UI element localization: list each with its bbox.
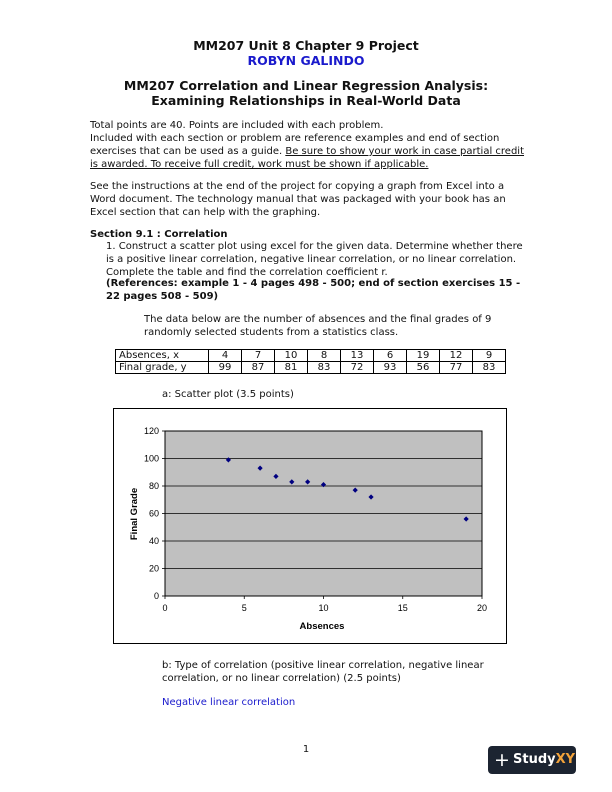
data-table bbox=[115, 349, 506, 374]
scatter-chart bbox=[113, 408, 507, 644]
table-cell: 19 bbox=[407, 350, 440, 362]
table-cell: 13 bbox=[341, 350, 374, 362]
excel-instructions: See the instructions at the end of the project for copying a graph from Excel into a Word document. The technology manual that was packaged with your book has an Excel section that can help with the graphing. bbox=[90, 181, 506, 218]
data-intro: The data below are the number of absences and the final grades of 9 randomly selected students from a statistics class. bbox=[144, 314, 492, 338]
studyxy-logo[interactable] bbox=[488, 746, 576, 774]
table-cell: 83 bbox=[308, 362, 341, 374]
intro-line-2-plain: Included with each section or problem are reference examples and end of section exercises that can be used as a guide. bbox=[90, 133, 500, 157]
logo-xy: XY bbox=[555, 752, 576, 767]
x-tick-label: 15 bbox=[397, 603, 408, 613]
section-heading: Section 9.1 : Correlation bbox=[90, 229, 228, 240]
part-a-label: a: Scatter plot (3.5 points) bbox=[162, 389, 294, 400]
y-tick-label: 60 bbox=[148, 508, 159, 519]
table-row bbox=[116, 350, 506, 362]
row-label-absences: Absences, x bbox=[116, 350, 209, 362]
y-axis-label: Final Grade bbox=[129, 487, 140, 541]
problem-text: 1. Construct a scatter plot using excel for the given data. Determine whether there is a positive linear correlation, negative linear correlation, or no linear correlation. Complete the table and find the correlation coefficient r. bbox=[106, 241, 523, 278]
y-tick-label: 120 bbox=[143, 426, 159, 436]
author-name: ROBYN GALINDO bbox=[247, 53, 365, 68]
table-cell: 72 bbox=[341, 362, 374, 374]
document-title: MM207 Unit 8 Chapter 9 Project bbox=[193, 38, 419, 53]
table-cell: 4 bbox=[209, 350, 242, 362]
table-cell: 12 bbox=[440, 350, 473, 362]
table-cell: 7 bbox=[242, 350, 275, 362]
y-tick-label: 100 bbox=[143, 453, 159, 464]
x-tick-label: 10 bbox=[318, 603, 329, 613]
table-row bbox=[116, 362, 506, 374]
table-cell: 6 bbox=[374, 350, 407, 362]
y-tick-label: 40 bbox=[148, 536, 159, 546]
row-label-grade: Final grade, y bbox=[116, 362, 209, 374]
y-tick-label: 80 bbox=[148, 481, 159, 491]
part-b-answer: Negative linear correlation bbox=[162, 697, 296, 708]
logo-text bbox=[513, 752, 575, 768]
intro-line-1: Total points are 40. Points are included with each problem. bbox=[90, 120, 384, 131]
table-cell: 77 bbox=[440, 362, 473, 374]
table-cell: 81 bbox=[275, 362, 308, 374]
x-axis-label: Absences bbox=[299, 621, 345, 632]
x-tick-label: 20 bbox=[476, 603, 488, 613]
part-b-question: b: Type of correlation (positive linear correlation, negative linear correlation, or no linear correlation) (2.5 points) bbox=[162, 660, 484, 684]
plus-icon: + bbox=[494, 749, 510, 771]
x-tick-label: 5 bbox=[241, 603, 247, 613]
x-tick-label: 0 bbox=[162, 603, 168, 613]
page-number: 1 bbox=[302, 744, 310, 755]
table-cell: 10 bbox=[275, 350, 308, 362]
intro-line-2 bbox=[90, 132, 530, 171]
table-cell: 87 bbox=[242, 362, 275, 374]
references-text: (References: example 1 - 4 pages 498 - 500; end of section exercises 15 - 22 pages 508 - 509) bbox=[106, 278, 521, 302]
intro-paragraph bbox=[90, 119, 530, 171]
table-cell: 83 bbox=[473, 362, 506, 374]
y-tick-label: 0 bbox=[153, 591, 159, 601]
y-tick-label: 20 bbox=[148, 563, 159, 574]
logo-study: Study bbox=[513, 752, 556, 767]
intro-line-2-underlined: Be sure to show your work in case partial credit is awarded. To receive full credit, work must be shown if applicable. bbox=[90, 146, 525, 170]
table-cell: 93 bbox=[374, 362, 407, 374]
table-cell: 8 bbox=[308, 350, 341, 362]
table-cell: 56 bbox=[407, 362, 440, 374]
table-cell: 99 bbox=[209, 362, 242, 374]
table-cell: 9 bbox=[473, 350, 506, 362]
project-subtitle: MM207 Correlation and Linear Regression Analysis: Examining Relationships in Real-World Data bbox=[123, 78, 489, 108]
